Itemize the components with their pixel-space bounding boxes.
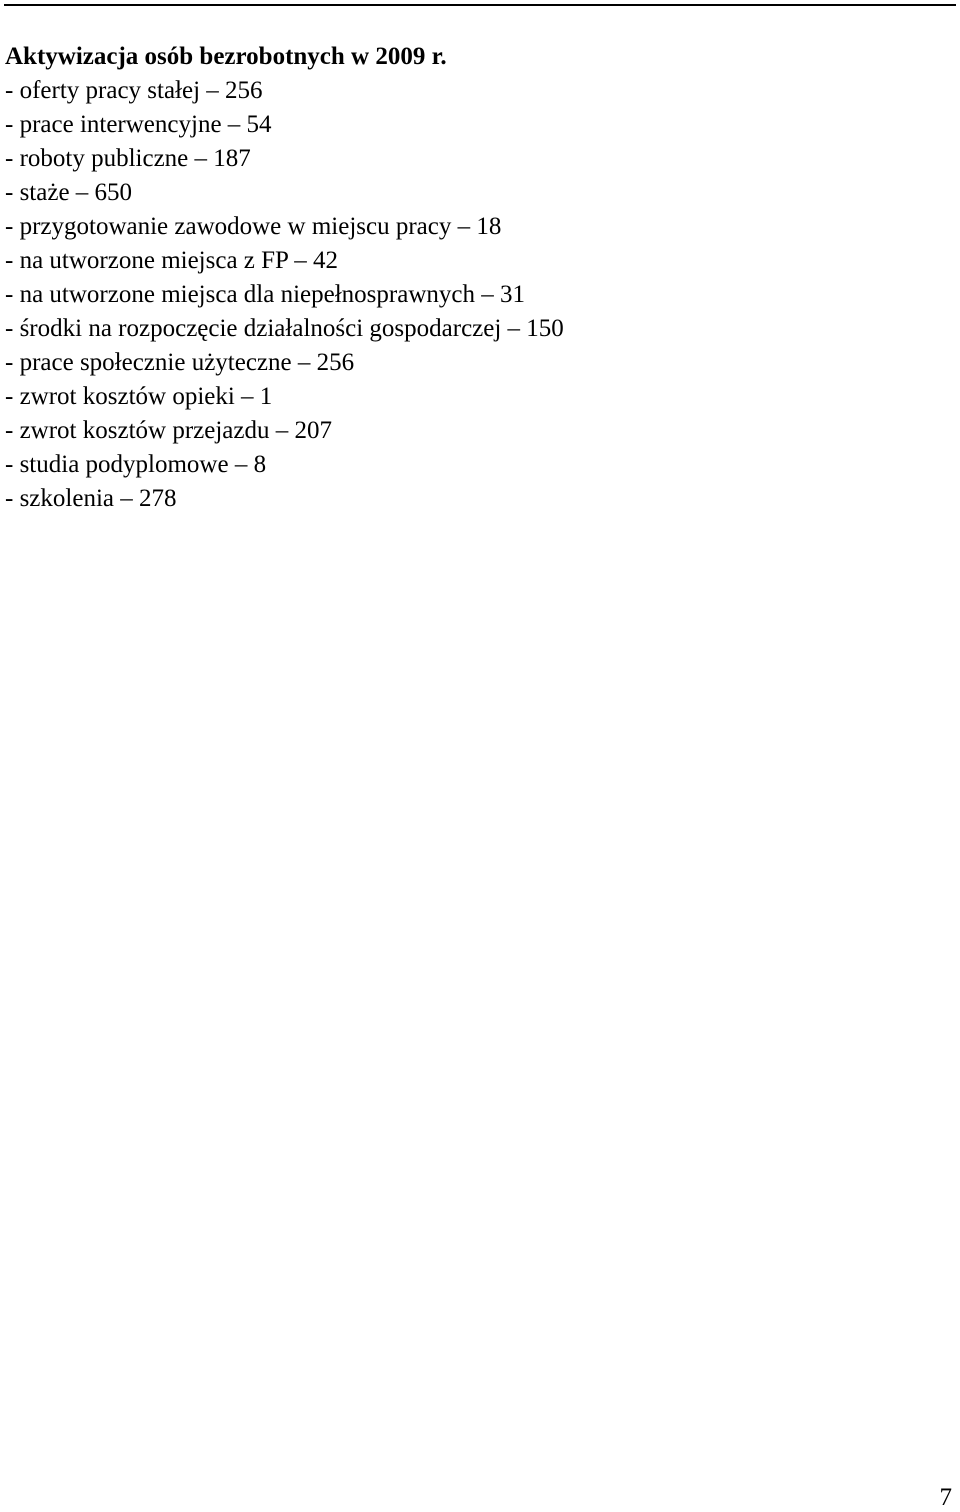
list-item: - studia podyplomowe – 8 bbox=[5, 451, 267, 478]
page-number: 7 bbox=[939, 1484, 952, 1511]
list-item: - zwrot kosztów opieki – 1 bbox=[5, 383, 273, 410]
list-item: - zwrot kosztów przejazdu – 207 bbox=[5, 417, 332, 444]
list-item: - staże – 650 bbox=[5, 179, 133, 206]
activation-list bbox=[5, 74, 945, 516]
list-item: - oferty pracy stałej – 256 bbox=[5, 77, 263, 104]
list-item: - środki na rozpoczęcie działalności gospodarczej – 150 bbox=[5, 315, 564, 342]
list-item: - na utworzone miejsca z FP – 42 bbox=[5, 247, 339, 274]
top-horizontal-rule bbox=[4, 4, 956, 6]
section-heading: Aktywizacja osób bezrobotnych w 2009 r. bbox=[5, 43, 447, 70]
list-item: - na utworzone miejsca dla niepełnosprawnych – 31 bbox=[5, 281, 525, 308]
list-item: - przygotowanie zawodowe w miejscu pracy – 18 bbox=[5, 213, 502, 240]
document-body bbox=[5, 40, 945, 516]
list-item: - szkolenia – 278 bbox=[5, 485, 177, 512]
list-item: - prace społecznie użyteczne – 256 bbox=[5, 349, 355, 376]
list-item: - prace interwencyjne – 54 bbox=[5, 111, 272, 138]
list-item: - roboty publiczne – 187 bbox=[5, 145, 251, 172]
